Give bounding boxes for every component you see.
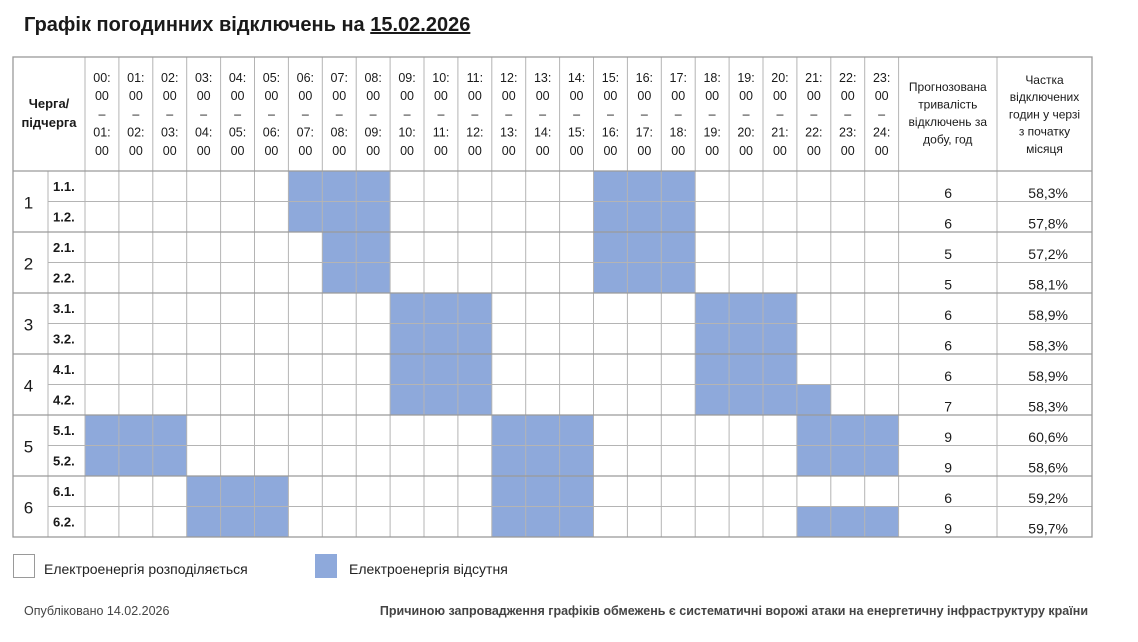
outage-cell [356, 202, 390, 233]
hour-header: 00 [603, 143, 618, 158]
outage-cell [526, 415, 560, 446]
outage-cell [187, 476, 221, 507]
hour-header: 00 [874, 89, 889, 104]
hour-header: 00 [637, 89, 652, 104]
outage-cell [627, 202, 661, 233]
forecast-value: 6 [944, 368, 952, 384]
hour-header: 16: [635, 71, 654, 85]
outage-cell [458, 385, 492, 416]
outage-cell [85, 446, 119, 477]
outage-cell [492, 507, 526, 538]
outage-cell [695, 354, 729, 385]
hour-header: – [674, 107, 682, 122]
subgroup-label: 1.2. [53, 209, 75, 225]
hour-header: – [267, 107, 275, 122]
outage-cell [458, 324, 492, 355]
hour-header: 03: [161, 125, 179, 140]
hour-header: 10: [398, 125, 416, 140]
hour-header: 00 [196, 89, 211, 104]
subgroup-label: 2.2. [53, 270, 75, 286]
outage-cell [356, 263, 390, 294]
outage-cell [255, 476, 289, 507]
forecast-value: 6 [944, 185, 952, 201]
hour-header: 00 [298, 143, 313, 158]
share-header: з початку [1018, 124, 1071, 139]
outage-cell [627, 263, 661, 294]
subgroup-label: 5.1. [53, 423, 75, 438]
outage-cell [594, 232, 628, 263]
outage-cell [695, 385, 729, 416]
outage-cell [458, 354, 492, 385]
outage-cell [797, 415, 831, 446]
outage-cell [187, 507, 221, 538]
hour-header: 19: [737, 71, 755, 85]
subgroup-label: 1.1. [53, 179, 75, 194]
subgroup-label: 4.2. [53, 392, 75, 408]
outage-cell [492, 415, 526, 446]
forecast-value: 9 [944, 520, 952, 537]
outage-cell [526, 507, 560, 538]
outage-cell [221, 507, 255, 538]
hour-header: 15: [601, 71, 620, 85]
legend-on-label: Електроенергія розподіляється [44, 561, 248, 577]
outage-cell [255, 507, 289, 538]
group-label: 6 [23, 498, 34, 518]
outage-cell [424, 293, 458, 324]
hour-header: 00 [332, 89, 347, 104]
hour-header: 00 [603, 89, 618, 104]
hour-header: 05: [262, 71, 281, 85]
hour-header: 09: [364, 125, 382, 140]
hour-header: 23: [872, 71, 891, 85]
hour-header: 06: [262, 125, 281, 140]
outage-cell [356, 232, 390, 263]
hour-header: – [539, 107, 547, 122]
hour-header: 23: [839, 125, 857, 140]
outage-cell [390, 293, 424, 324]
subgroup-label: 2.1. [53, 240, 75, 255]
hour-header: 00 [264, 89, 279, 104]
outage-cell [153, 446, 187, 477]
hour-header: 00 [94, 143, 109, 158]
hour-header: 04: [194, 125, 213, 140]
hour-header: 00 [196, 143, 211, 158]
hour-header: – [166, 107, 174, 122]
share-value: 59,7% [1028, 520, 1068, 537]
outage-cell [627, 171, 661, 202]
forecast-header: Прогнозована [908, 80, 987, 94]
hour-header: 05: [228, 125, 247, 140]
outage-cell [797, 385, 831, 416]
share-header: годин у черзі [1008, 107, 1081, 122]
group-label: 5 [23, 437, 34, 457]
hour-header: 00 [739, 143, 754, 158]
hour-header: 00 [230, 89, 245, 104]
hour-header: 00 [128, 89, 143, 104]
hour-header: 01: [127, 71, 145, 85]
outage-cell [390, 354, 424, 385]
outage-cell [763, 324, 797, 355]
hour-header: 00 [806, 143, 821, 158]
group-label: 2 [23, 254, 34, 274]
hour-header: 21: [805, 71, 823, 85]
hour-header: 03: [194, 71, 213, 85]
outage-cell [119, 415, 153, 446]
share-header: Частка [1025, 73, 1064, 87]
outage-cell [288, 171, 322, 202]
hour-header: 00 [874, 143, 889, 158]
outage-cell [865, 446, 899, 477]
hour-header: 00 [569, 143, 584, 158]
share-value: 58,3% [1028, 185, 1068, 201]
hour-header: 01: [93, 125, 111, 140]
forecast-value: 5 [944, 276, 952, 293]
hour-header: 00 [671, 143, 686, 158]
outage-cell [424, 324, 458, 355]
outage-cell [797, 446, 831, 477]
outage-cell [560, 446, 594, 477]
hour-header: 16: [601, 125, 620, 140]
share-value: 60,6% [1028, 429, 1068, 445]
outage-cell [153, 415, 187, 446]
hour-header: 00 [637, 143, 652, 158]
share-value: 57,8% [1028, 215, 1068, 232]
hour-header: 04: [228, 71, 247, 85]
hour-header: 00 [298, 89, 313, 104]
outage-cell [492, 446, 526, 477]
hour-header: 20: [771, 71, 789, 85]
hour-header: 22: [805, 125, 823, 140]
hour-header: 22: [839, 71, 857, 85]
share-value: 57,2% [1028, 246, 1068, 262]
hour-header: 00 [400, 89, 415, 104]
hour-header: 12: [466, 125, 484, 140]
published-date: Опубліковано 14.02.2026 [24, 604, 170, 618]
outage-cell [390, 324, 424, 355]
forecast-value: 6 [944, 337, 952, 354]
outage-cell [322, 202, 356, 233]
hour-header: – [810, 107, 818, 122]
share-value: 58,1% [1028, 276, 1068, 293]
hour-header: 13: [500, 125, 518, 140]
hour-header: – [878, 107, 886, 122]
outage-cell [831, 446, 865, 477]
group-label: 3 [23, 315, 34, 335]
hour-header: 00 [332, 143, 347, 158]
hour-header: 17: [635, 125, 654, 140]
forecast-value: 9 [944, 429, 952, 445]
hour-header: 00 [705, 143, 720, 158]
hour-header: 00 [433, 143, 448, 158]
hour-header: 00 [501, 89, 516, 104]
queue-header: Черга/ [28, 96, 70, 111]
hour-header: 07: [296, 125, 315, 140]
hour-header: 19: [703, 125, 721, 140]
hour-header: 00: [93, 71, 111, 85]
share-value: 58,9% [1028, 307, 1068, 323]
hour-header: 00 [535, 89, 550, 104]
share-value: 58,3% [1028, 337, 1068, 354]
forecast-value: 6 [944, 215, 952, 232]
forecast-value: 9 [944, 459, 952, 476]
hour-header: 00 [569, 89, 584, 104]
hour-header: 08: [330, 125, 348, 140]
footer-reason: Причиною запровадження графіків обмежень є систематичні ворожі атаки на енергетичну інфраструктуру країни [379, 604, 1088, 618]
hour-header: – [437, 107, 445, 122]
forecast-value: 6 [944, 490, 952, 506]
outage-cell [729, 385, 763, 416]
group-label: 4 [23, 376, 34, 396]
hour-header: – [606, 107, 614, 122]
outage-cell [526, 446, 560, 477]
legend-off-label: Електроенергія відсутня [349, 561, 508, 577]
hour-header: 00 [230, 143, 245, 158]
hour-header: 14: [567, 71, 586, 85]
outage-cell [288, 202, 322, 233]
hour-header: 00 [366, 89, 381, 104]
forecast-header: відключень за [908, 115, 988, 129]
outage-cell [763, 293, 797, 324]
outage-cell [526, 476, 560, 507]
subgroup-label: 4.1. [53, 362, 75, 377]
hour-header: 10: [432, 71, 450, 85]
outage-cell [831, 507, 865, 538]
forecast-value: 7 [944, 398, 952, 415]
hour-header: 15: [567, 125, 586, 140]
forecast-value: 5 [944, 246, 952, 262]
hour-header: 00 [433, 89, 448, 104]
hour-header: 21: [771, 125, 789, 140]
title-date: 15.02.2026 [370, 14, 471, 36]
hour-header: 00 [162, 89, 177, 104]
outage-cell [661, 202, 695, 233]
hour-header: – [98, 107, 106, 122]
hour-header: – [844, 107, 852, 122]
queue-header: підчерга [21, 115, 77, 130]
hour-header: 00 [400, 143, 415, 158]
outage-cell [85, 415, 119, 446]
outage-cell [560, 476, 594, 507]
subgroup-label: 3.2. [53, 331, 75, 347]
subgroup-label: 6.2. [53, 514, 75, 530]
share-header: місяця [1026, 141, 1063, 156]
hour-header: 08: [364, 71, 382, 85]
outage-cell [424, 385, 458, 416]
hour-header: 00 [467, 143, 482, 158]
outage-cell [661, 171, 695, 202]
hour-header: 00 [501, 143, 516, 158]
hour-header: – [301, 107, 309, 122]
hour-header: – [132, 107, 140, 122]
hour-header: 02: [127, 125, 145, 140]
hour-header: – [505, 107, 513, 122]
outage-cell [831, 415, 865, 446]
subgroup-label: 5.2. [53, 453, 75, 469]
outage-cell [627, 232, 661, 263]
hour-header: 20: [737, 125, 755, 140]
hour-header: 13: [533, 71, 552, 85]
hour-header: 00 [772, 143, 787, 158]
hour-header: 00 [840, 143, 855, 158]
outage-cell [322, 263, 356, 294]
hour-header: 18: [703, 71, 721, 85]
hour-header: 00 [162, 143, 177, 158]
hour-header: 11: [432, 125, 450, 140]
hour-header: 00 [739, 89, 754, 104]
hour-header: 12: [500, 71, 518, 85]
outage-cell [560, 415, 594, 446]
outage-cell [729, 354, 763, 385]
hour-header: 24: [872, 125, 891, 140]
legend-off-swatch [315, 554, 337, 578]
hour-header: 00 [671, 89, 686, 104]
hour-header: 09: [398, 71, 416, 85]
hour-header: 06: [296, 71, 315, 85]
share-header: відключених [1009, 90, 1080, 105]
outage-cell [322, 232, 356, 263]
outage-cell [729, 293, 763, 324]
outage-cell [560, 507, 594, 538]
outage-cell [221, 476, 255, 507]
outage-cell [119, 446, 153, 477]
subgroup-label: 3.1. [53, 301, 75, 316]
hour-header: 00 [705, 89, 720, 104]
outage-cell [594, 171, 628, 202]
hour-header: – [573, 107, 581, 122]
outage-cell [424, 354, 458, 385]
share-value: 58,6% [1028, 459, 1068, 476]
share-value: 58,9% [1028, 368, 1068, 384]
outage-cell [594, 202, 628, 233]
group-label: 1 [23, 193, 34, 213]
outage-cell [797, 507, 831, 538]
hour-header: 00 [806, 89, 821, 104]
hour-header: – [335, 107, 343, 122]
hour-header: 00 [94, 89, 109, 104]
outage-cell [390, 385, 424, 416]
hour-header: 00 [366, 143, 381, 158]
hour-header: 00 [128, 143, 143, 158]
subgroup-label: 6.1. [53, 484, 75, 499]
hour-header: 18: [669, 125, 687, 140]
hour-header: – [776, 107, 784, 122]
hour-header: – [234, 107, 242, 122]
outage-cell [458, 293, 492, 324]
hour-header: 11: [466, 71, 484, 85]
forecast-header: добу, год [923, 132, 973, 147]
outage-cell [865, 415, 899, 446]
forecast-header: тривалість [918, 97, 978, 112]
outage-cell [356, 171, 390, 202]
hour-header: – [708, 107, 716, 122]
forecast-value: 6 [944, 307, 952, 323]
hour-header: – [369, 107, 377, 122]
outage-cell [492, 476, 526, 507]
share-value: 58,3% [1028, 398, 1068, 415]
hour-header: 00 [840, 89, 855, 104]
share-value: 59,2% [1028, 490, 1068, 506]
outage-cell [763, 385, 797, 416]
hour-header: 00 [535, 143, 550, 158]
outage-cell [661, 263, 695, 294]
outage-cell [695, 293, 729, 324]
outage-cell [729, 324, 763, 355]
hour-header: 00 [772, 89, 787, 104]
legend-on-swatch [13, 554, 35, 578]
hour-header: – [471, 107, 479, 122]
outage-cell [594, 263, 628, 294]
outage-cell [865, 507, 899, 538]
title-prefix: Графік погодинних відключень на [24, 14, 371, 36]
outage-cell [322, 171, 356, 202]
outage-cell [661, 232, 695, 263]
hour-header: 02: [161, 71, 179, 85]
hour-header: 00 [264, 143, 279, 158]
hour-header: – [200, 107, 208, 122]
hour-header: – [403, 107, 411, 122]
hour-header: 17: [669, 71, 687, 85]
outage-cell [695, 324, 729, 355]
hour-header: 07: [330, 71, 348, 85]
outage-cell [763, 354, 797, 385]
hour-header: – [742, 107, 750, 122]
hour-header: 00 [467, 89, 482, 104]
hour-header: 14: [533, 125, 552, 140]
hour-header: – [640, 107, 648, 122]
